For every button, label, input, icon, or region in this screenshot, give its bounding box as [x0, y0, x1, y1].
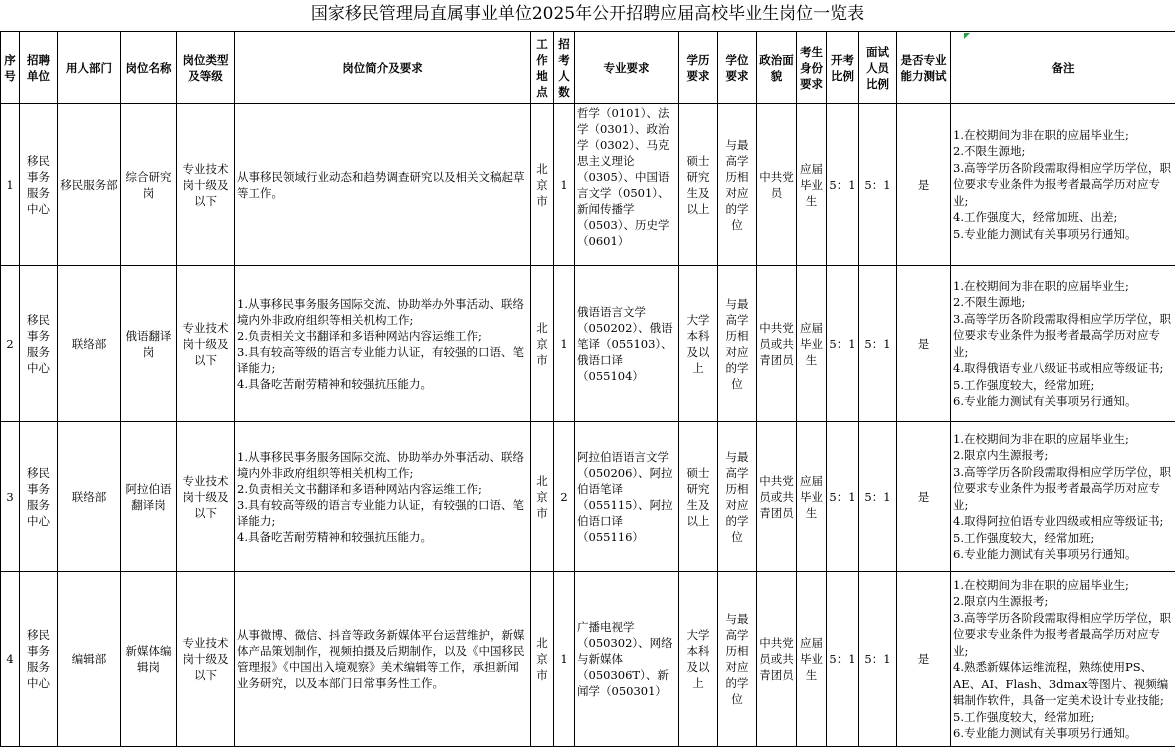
post-name: 综合研究岗: [121, 104, 177, 266]
major-requirement: 广播电视学（050302）、网络与新媒体（050306T）、新闻学（050301）: [575, 572, 679, 747]
work-place: 北京市: [531, 104, 554, 266]
recruiting-unit: 移民事务服务中心: [20, 104, 58, 266]
header-cell: 招考人数: [554, 32, 575, 104]
skill-test: 是: [897, 572, 951, 747]
interview-ratio: 5：1: [859, 104, 897, 266]
identity-requirement: 应届毕业生: [797, 422, 827, 572]
header-cell: 面试人员比例: [859, 32, 897, 104]
row-number: 2: [1, 266, 20, 422]
post-description: 从事微博、微信、抖音等政务新媒体平台运营维护，新媒体产品策划制作，视频拍摄及后期制作，以及《中国移民管理报》《中国出入境观察》美术编辑等工作，承担新闻业务研究，以及本部门日常事务性工作。: [235, 572, 531, 747]
post-description: 1.从事移民事务服务国际交流、协助举办外事活动、联络境内外非政府组织等相关机构工作; 2.负责相关文书翻译和多语种网站内容运维工作; 3.具有较高等级的语言专业能力认证，有较强的口语、笔译能力; 4.具备吃苦耐劳精神和较强抗压能力。: [235, 422, 531, 572]
political-status: 中共党员: [757, 104, 797, 266]
header-cell: 专业要求: [575, 32, 679, 104]
identity-requirement: 应届毕业生: [797, 104, 827, 266]
identity-requirement: 应届毕业生: [797, 572, 827, 747]
remarks: 1.在校期间为非在职的应届毕业生; 2.不限生源地; 3.高等学历各阶段需取得相应学历学位，职位要求专业条件为报考者最高学历对应专业; 4.取得俄语专业八级证书或相应等级证书; 5.工作强度较大，经常加班; 6.专业能力测试有关事项另行通知。: [951, 266, 1175, 422]
header-cell: 开考比例: [827, 32, 859, 104]
identity-requirement: 应届毕业生: [797, 266, 827, 422]
major-text: 哲学（0101）、法学（0301）、政治学（0302）、马克思主义理论（0305）、中国语言文学（0501）、新闻传播学（0503）、历史学（0601）: [577, 106, 670, 248]
interview-ratio: 5：1: [859, 572, 897, 747]
post-description: 1.从事移民事务服务国际交流、协助举办外事活动、联络境内外非政府组织等相关机构工作; 2.负责相关文书翻译和多语种网站内容运维工作; 3.具有较高等级的语言专业能力认证，有较强的口语、笔译能力; 4.具备吃苦耐劳精神和较强抗压能力。: [235, 266, 531, 422]
political-status: 中共党员或共青团员: [757, 266, 797, 422]
remarks: 1.在校期间为非在职的应届毕业生; 2.不限生源地; 3.高等学历各阶段需取得相应学历学位，职位要求专业条件为报考者最高学历对应专业; 4.工作强度大，经常加班、出差; 5.专业能力测试有关事项另行通知。: [951, 104, 1175, 266]
header-cell: 是否专业能力测试: [897, 32, 951, 104]
interview-ratio: 5：1: [859, 266, 897, 422]
headcount: 2: [554, 422, 575, 572]
header-cell: 考生身份要求: [797, 32, 827, 104]
header-cell: 岗位类型及等级: [177, 32, 235, 104]
post-type: 专业技术岗十级及以下: [177, 266, 235, 422]
post-name: 阿拉伯语翻译岗: [121, 422, 177, 572]
skill-test: 是: [897, 266, 951, 422]
header-cell: 用人部门: [58, 32, 121, 104]
job-table: [0, 31, 1175, 747]
skill-test: 是: [897, 104, 951, 266]
political-status: 中共党员或共青团员: [757, 422, 797, 572]
headcount: 1: [554, 572, 575, 747]
header-row: [1, 32, 1175, 104]
table-row: [1, 422, 1175, 572]
exam-ratio: 5：1: [827, 266, 859, 422]
political-status: 中共党员或共青团员: [757, 572, 797, 747]
degree-requirement: 与最高学历相对应的学位: [718, 572, 757, 747]
header-cell: 备注: [951, 32, 1175, 104]
education-requirement: 硕士研究生及以上: [679, 104, 718, 266]
recruiting-unit: 移民事务服务中心: [20, 266, 58, 422]
headcount: 1: [554, 104, 575, 266]
post-name: 俄语翻译岗: [121, 266, 177, 422]
post-name: 新媒体编辑岗: [121, 572, 177, 747]
exam-ratio: 5：1: [827, 422, 859, 572]
headcount: 1: [554, 266, 575, 422]
work-place: 北京市: [531, 266, 554, 422]
document-title: 国家移民管理局直属事业单位2025年公开招聘应届高校毕业生岗位一览表: [310, 4, 865, 24]
table-row: [1, 104, 1175, 266]
degree-requirement: 与最高学历相对应的学位: [718, 422, 757, 572]
department: 联络部: [58, 266, 121, 422]
table-row: [1, 572, 1175, 747]
header-cell: 学位要求: [718, 32, 757, 104]
header-cell: 工作地点: [531, 32, 554, 104]
skill-test: 是: [897, 422, 951, 572]
row-number: 1: [1, 104, 20, 266]
degree-requirement: 与最高学历相对应的学位: [718, 104, 757, 266]
header-cell: 招聘单位: [20, 32, 58, 104]
table-row: [1, 266, 1175, 422]
education-requirement: 大学本科及以上: [679, 572, 718, 747]
header-cell: 岗位简介及要求: [235, 32, 531, 104]
department: 移民服务部: [58, 104, 121, 266]
work-place: 北京市: [531, 422, 554, 572]
education-requirement: 大学本科及以上: [679, 266, 718, 422]
post-description: 从事移民领域行业动态和趋势调查研究以及相关文稿起草等工作。: [235, 104, 531, 266]
remarks: 1.在校期间为非在职的应届毕业生; 2.限京内生源报考; 3.高等学历各阶段需取得相应学历学位，职位要求专业条件为报考者最高学历对应专业; 4.取得阿拉伯语专业四级或相应等级证书; 5.工作强度较大，经常加班; 6.专业能力测试有关事项另行通知。: [951, 422, 1175, 572]
cell-comment-marker: [964, 33, 970, 39]
major-requirement: 阿拉伯语语言文学（050206）、阿拉伯语笔译（055115）、阿拉伯语口译（055116）: [575, 422, 679, 572]
major-requirement: 俄语语言文学（050202）、俄语笔译（055103）、俄语口译（055104）: [575, 266, 679, 422]
education-requirement: 硕士研究生及以上: [679, 422, 718, 572]
header-cell: 政治面貌: [757, 32, 797, 104]
degree-requirement: 与最高学历相对应的学位: [718, 266, 757, 422]
post-type: 专业技术岗十级及以下: [177, 572, 235, 747]
department: 联络部: [58, 422, 121, 572]
post-type: 专业技术岗十级及以下: [177, 422, 235, 572]
recruiting-unit: 移民事务服务中心: [20, 572, 58, 747]
post-type: 专业技术岗十级及以下: [177, 104, 235, 266]
recruiting-unit: 移民事务服务中心: [20, 422, 58, 572]
row-number: 4: [1, 572, 20, 747]
row-number: 3: [1, 422, 20, 572]
department: 编辑部: [58, 572, 121, 747]
header-cell: 学历要求: [679, 32, 718, 104]
major-requirement: [575, 104, 679, 266]
work-place: 北京市: [531, 572, 554, 747]
remarks: 1.在校期间为非在职的应届毕业生; 2.限京内生源报考; 3.高等学历各阶段需取得相应学历学位，职位要求专业条件为报考者最高学历对应专业; 4.熟悉新媒体运维流程，熟练使用PS、AE、AI、Flash、3dmax等图片、视频编辑制作软件，具备一定美术设计专业技能; 5.工作强度较大，经常加班; 6.专业能力测试有关事项另行通知。: [951, 572, 1175, 747]
interview-ratio: 5：1: [859, 422, 897, 572]
exam-ratio: 5：1: [827, 572, 859, 747]
header-cell: 岗位名称: [121, 32, 177, 104]
exam-ratio: 5：1: [827, 104, 859, 266]
header-cell: 序号: [1, 32, 20, 104]
